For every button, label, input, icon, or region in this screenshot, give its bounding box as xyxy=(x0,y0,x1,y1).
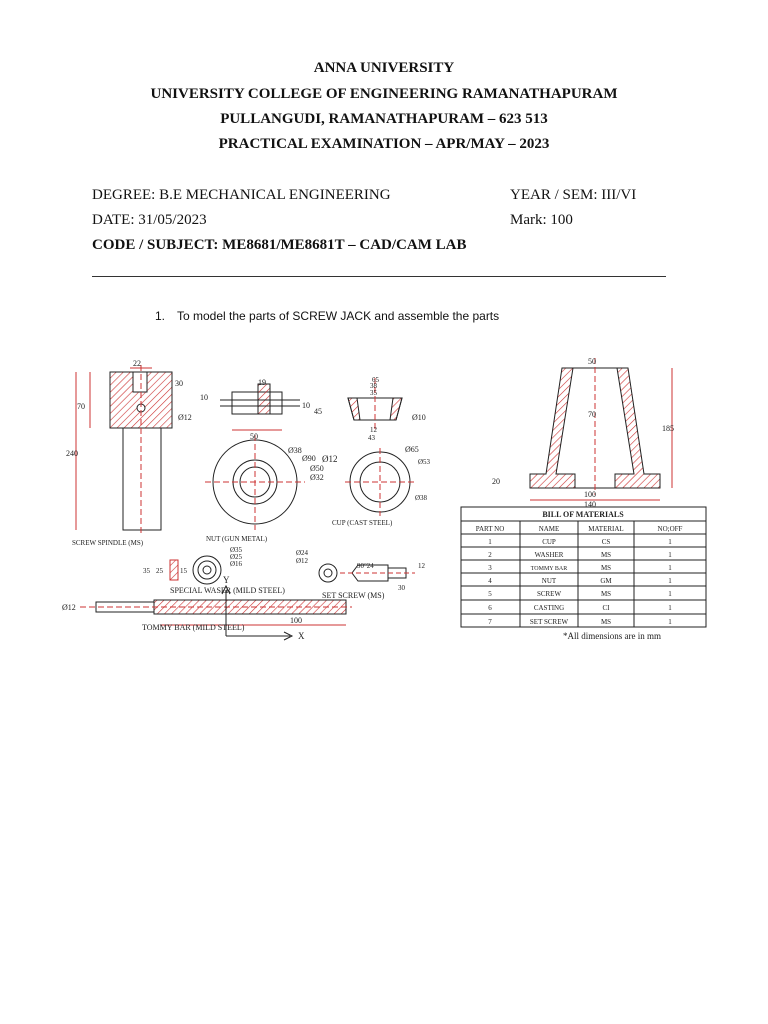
spindle-dim-240-label: 240 xyxy=(66,449,78,458)
nut-dia-38-label: Ø38 xyxy=(288,446,302,455)
cup-dim-65-label: 65 xyxy=(372,376,379,384)
bom-cell: MS xyxy=(600,590,612,598)
washer-drawing xyxy=(170,556,221,584)
tommy-bar-dim-100-label: 100 xyxy=(290,616,302,625)
bom-header-name: NAME xyxy=(538,525,560,533)
casting-dim-100-label: 100 xyxy=(584,490,596,499)
nut-dia-32-label: Ø32 xyxy=(310,473,324,482)
dimensions-note: *All dimensions are in mm xyxy=(563,631,661,641)
washer-label: SPECIAL WASER (MILD STEEL) xyxy=(170,586,285,595)
bom-header-part-no: PART NO xyxy=(475,525,505,533)
spindle-dim-30-label: 30 xyxy=(175,379,183,388)
washer-dim-15-label: 15 xyxy=(180,567,187,575)
bom-cell: MS xyxy=(600,618,612,626)
set-screw-dia-24-label: Ø24 xyxy=(296,549,309,557)
casting-dim-20-label: 20 xyxy=(492,477,500,486)
spindle-shaft xyxy=(123,428,161,530)
divider-line xyxy=(92,276,666,277)
set-screw-dim-12-label: 12 xyxy=(418,562,425,570)
screw-jack-drawing xyxy=(0,350,768,660)
casting-dim-50-label: 50 xyxy=(588,357,596,366)
bom-cell: CS xyxy=(601,538,611,546)
bom-cell: 1 xyxy=(668,604,672,612)
cup-dim-38-label: 38 xyxy=(370,382,377,390)
set-screw-label: SET SCREW (MS) xyxy=(322,591,385,600)
cup-wall-right xyxy=(390,398,402,420)
tommy-bar-label: TOMMY BAR (MILD STEEL) xyxy=(142,623,245,632)
nut-dim-10b-label: 10 xyxy=(302,401,310,410)
bom-cell: TOMMY BAR xyxy=(530,566,568,572)
washer-dia-16-label: Ø16 xyxy=(230,560,243,568)
nut-dia-12-label: Ø12 xyxy=(322,454,338,464)
header-exam: PRACTICAL EXAMINATION – APR/MAY – 2023 xyxy=(218,136,550,152)
cup-dia-65-label: Ø65 xyxy=(405,445,419,454)
question-text: To model the parts of SCREW JACK and assemble the parts xyxy=(177,309,500,323)
casting-right-wall xyxy=(615,368,660,488)
tommy-bar-dia-label: Ø12 xyxy=(62,603,76,612)
question-number: 1. xyxy=(155,309,166,323)
date: DATE: 31/05/2023 xyxy=(92,212,207,228)
bom-cell: 1 xyxy=(488,538,492,546)
set-screw-angle-label: 90°24 xyxy=(357,562,374,570)
casting-dim-140-label: 140 xyxy=(584,500,596,509)
set-screw-head xyxy=(319,564,337,582)
washer-inner xyxy=(203,566,211,574)
code-subject: CODE / SUBJECT: ME8681/ME8681T – CAD/CAM LAB xyxy=(92,237,467,253)
nut-dim-45-label: 45 xyxy=(314,407,322,416)
nut-boss xyxy=(258,384,270,414)
header-address: PULLANGUDI, RAMANATHAPURAM – 623 513 xyxy=(220,111,548,127)
bom-header-material: MATERIAL xyxy=(588,525,624,533)
bom-cell: 1 xyxy=(668,577,672,585)
washer-outer xyxy=(193,556,221,584)
casting-dim-185-label: 185 xyxy=(662,424,674,433)
cup-dia-53-label: Ø53 xyxy=(418,458,431,466)
header-university: ANNA UNIVERSITY xyxy=(313,60,455,76)
bom-cell: 1 xyxy=(668,618,672,626)
set-screw-hole xyxy=(324,569,332,577)
bom-header-no-off: NO;OFF xyxy=(657,525,683,533)
bom-cell: 1 xyxy=(668,551,672,559)
bom-title: BILL OF MATERIALS xyxy=(542,510,624,519)
spindle-dia-12-label: Ø12 xyxy=(178,413,192,422)
casting-left-wall xyxy=(530,368,575,488)
bom-cell: SCREW xyxy=(536,590,562,598)
cup-dim-43-label: 43 xyxy=(368,434,375,442)
tommy-bar-drawing xyxy=(80,600,352,625)
degree: DEGREE: B.E MECHANICAL ENGINEERING xyxy=(92,187,391,203)
bom-cell: 4 xyxy=(488,577,492,585)
cup-dia-38-label: Ø38 xyxy=(415,494,428,502)
casting-dim-70-label: 70 xyxy=(588,410,596,419)
bom-cell: 1 xyxy=(668,564,672,572)
spindle-dim-22-label: 22 xyxy=(133,359,141,368)
cup-label: CUP (CAST STEEL) xyxy=(332,519,393,527)
spindle-dim-70-label: 70 xyxy=(77,402,85,411)
nut-dim-10a-label: 10 xyxy=(200,393,208,402)
washer-dia-25-label: Ø25 xyxy=(230,553,243,561)
set-screw-dim-30-label: 30 xyxy=(398,584,405,592)
cup-dia-10-label: Ø10 xyxy=(412,413,426,422)
spindle-slot xyxy=(133,372,147,392)
cup-dim-35-label: 35 xyxy=(370,389,377,397)
nut-body xyxy=(232,392,282,414)
bom-cell: 2 xyxy=(488,551,492,559)
bom-cell: 6 xyxy=(488,604,492,612)
bom-cell: WASHER xyxy=(534,551,564,559)
nut-drawing xyxy=(205,384,305,530)
washer-mid xyxy=(198,561,216,579)
bom-cell: CUP xyxy=(542,538,556,546)
cup-dim-12-label: 12 xyxy=(370,426,377,434)
header-college: UNIVERSITY COLLEGE OF ENGINEERING RAMANATHAPURAM xyxy=(150,86,618,102)
axis-y-label: Y xyxy=(223,575,230,585)
nut-label: NUT (GUN METAL) xyxy=(206,535,268,543)
bom-cell: MS xyxy=(600,551,612,559)
nut-dim-50-label: 50 xyxy=(250,432,258,441)
spindle-label: SCREW SPINDLE (MS) xyxy=(72,539,144,547)
screw-spindle-drawing xyxy=(76,365,172,535)
nut-dia-50-label: Ø50 xyxy=(310,464,324,473)
year-sem: YEAR / SEM: III/VI xyxy=(510,187,637,203)
bom-cell: 3 xyxy=(488,564,492,572)
bom-cell: MS xyxy=(600,564,612,572)
washer-dim-25-label: 25 xyxy=(156,567,163,575)
question-1 xyxy=(155,309,499,323)
nut-dia-90-label: Ø90 xyxy=(302,454,316,463)
casting-drawing xyxy=(530,358,672,500)
washer-dim-35-label: 35 xyxy=(143,567,150,575)
bom-cell: 5 xyxy=(488,590,492,598)
cup-wall-left xyxy=(348,398,360,420)
axis-x-label: X xyxy=(298,631,305,641)
bom-cell: 1 xyxy=(668,590,672,598)
bom-cell: 1 xyxy=(668,538,672,546)
bom-cell: SET SCREW xyxy=(529,618,569,626)
washer-side xyxy=(170,560,178,580)
washer-dia-35-label: Ø35 xyxy=(230,546,243,554)
nut-dim-19-label: 19 xyxy=(258,378,266,387)
mark: Mark: 100 xyxy=(510,212,573,228)
bom-cell: GM xyxy=(600,577,612,585)
bom-cell: NUT xyxy=(541,577,557,585)
set-screw-dia-12-label: Ø12 xyxy=(296,557,309,565)
bom-cell: CASTING xyxy=(533,604,565,612)
bom-cell: 7 xyxy=(488,618,492,626)
bom-cell: CI xyxy=(602,604,610,612)
